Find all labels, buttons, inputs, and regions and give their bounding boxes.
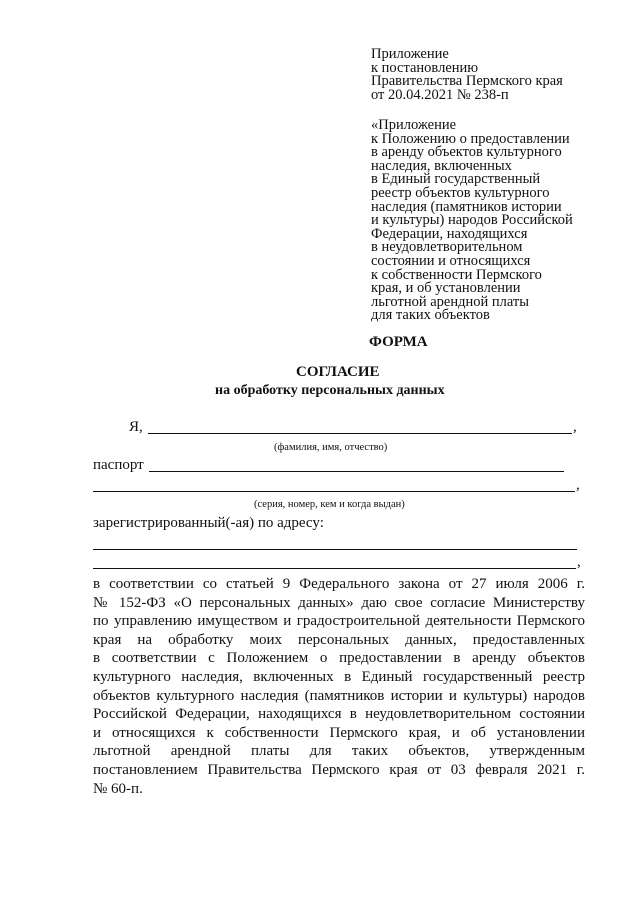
paragraph-line: № 60-п. (93, 780, 143, 797)
paragraph-line: края на обработку моих персональных данных, предоставленных (93, 631, 585, 648)
name-field-line[interactable] (148, 433, 572, 434)
passport-field-comma: , (576, 477, 580, 493)
appendix-reference-line: к собственности Пермского (371, 266, 542, 283)
name-field-caption: (фамилия, имя, отчество) (274, 442, 388, 453)
document-subtitle: на обработку персональных данных (215, 383, 445, 398)
paragraph-line: и относящихся к собственности Пермского края, и об установлении (93, 724, 585, 741)
paragraph-line: льготной арендной платы для таких объектов, утвержденным (93, 743, 585, 760)
address-field-comma: , (577, 554, 581, 570)
appendix-reference-line: наследия, включенных (371, 157, 512, 174)
appendix-reference-line: «Приложение (371, 117, 457, 133)
appendix-reference (371, 119, 573, 323)
consent-paragraph (93, 575, 585, 798)
paragraph-line: Российской Федерации, находящихся в неудовлетворительном состоянии (93, 706, 585, 723)
name-field-comma: , (573, 419, 577, 435)
appendix-reference-line: Федерации, находящихся (371, 225, 528, 242)
paragraph-line: постановлением Правительства Пермского края от 03 февраля 2021 г. (93, 761, 585, 778)
appendix-header-line: к постановлению (371, 59, 479, 76)
appendix-reference-line: к Положению о предоставлении (371, 130, 570, 147)
passport-field-line-2[interactable] (93, 491, 575, 492)
appendix-header (371, 48, 563, 102)
address-field-line-2[interactable] (93, 568, 576, 569)
paragraph-line: в соответствии с Положением о предоставлении в аренду объектов (93, 650, 585, 667)
document-title: СОГЛАСИЕ (296, 364, 380, 380)
name-field-label: Я, (129, 419, 143, 435)
appendix-reference-line: и культуры) народов Российской (371, 212, 573, 229)
address-field-line-1[interactable] (93, 549, 577, 550)
form-label: ФОРМА (369, 334, 428, 350)
passport-field-label: паспорт (93, 457, 144, 473)
appendix-header-line: от 20.04.2021 № 238-п (371, 86, 509, 103)
appendix-reference-line: края, и об установлении (371, 280, 521, 297)
paragraph-line: № 152-ФЗ «О персональных данных» даю свое согласие Министерству (93, 594, 585, 611)
paragraph-line: культурного наследия, включенных в Единый государственный реестр (93, 668, 585, 685)
paragraph-line: в соответствии со статьей 9 Федерального закона от 27 июля 2006 г. (93, 576, 585, 592)
address-field-label: зарегистрированный(-ая) по адресу: (93, 515, 324, 531)
appendix-header-line: Правительства Пермского края (371, 73, 563, 90)
appendix-reference-line: для таких объектов (371, 307, 490, 324)
passport-field-line-1[interactable] (149, 471, 564, 472)
appendix-header-line: Приложение (371, 46, 449, 62)
appendix-reference-line: реестр объектов культурного (371, 184, 550, 201)
paragraph-line: по управлению имуществом и градостроительной деятельности Пермского (93, 613, 585, 630)
appendix-reference-line: наследия (памятников истории (371, 198, 562, 215)
appendix-reference-line: в аренду объектов культурного (371, 144, 562, 161)
appendix-reference-line: в неудовлетворительном (371, 239, 523, 256)
appendix-reference-line: состоянии и относящихся (371, 252, 531, 269)
appendix-reference-line: льготной арендной платы (371, 293, 530, 310)
appendix-reference-line: в Единый государственный (371, 171, 541, 188)
paragraph-line: объектов культурного наследия (памятников истории и культуры) народов (93, 687, 585, 704)
passport-field-caption: (серия, номер, кем и когда выдан) (254, 499, 405, 510)
